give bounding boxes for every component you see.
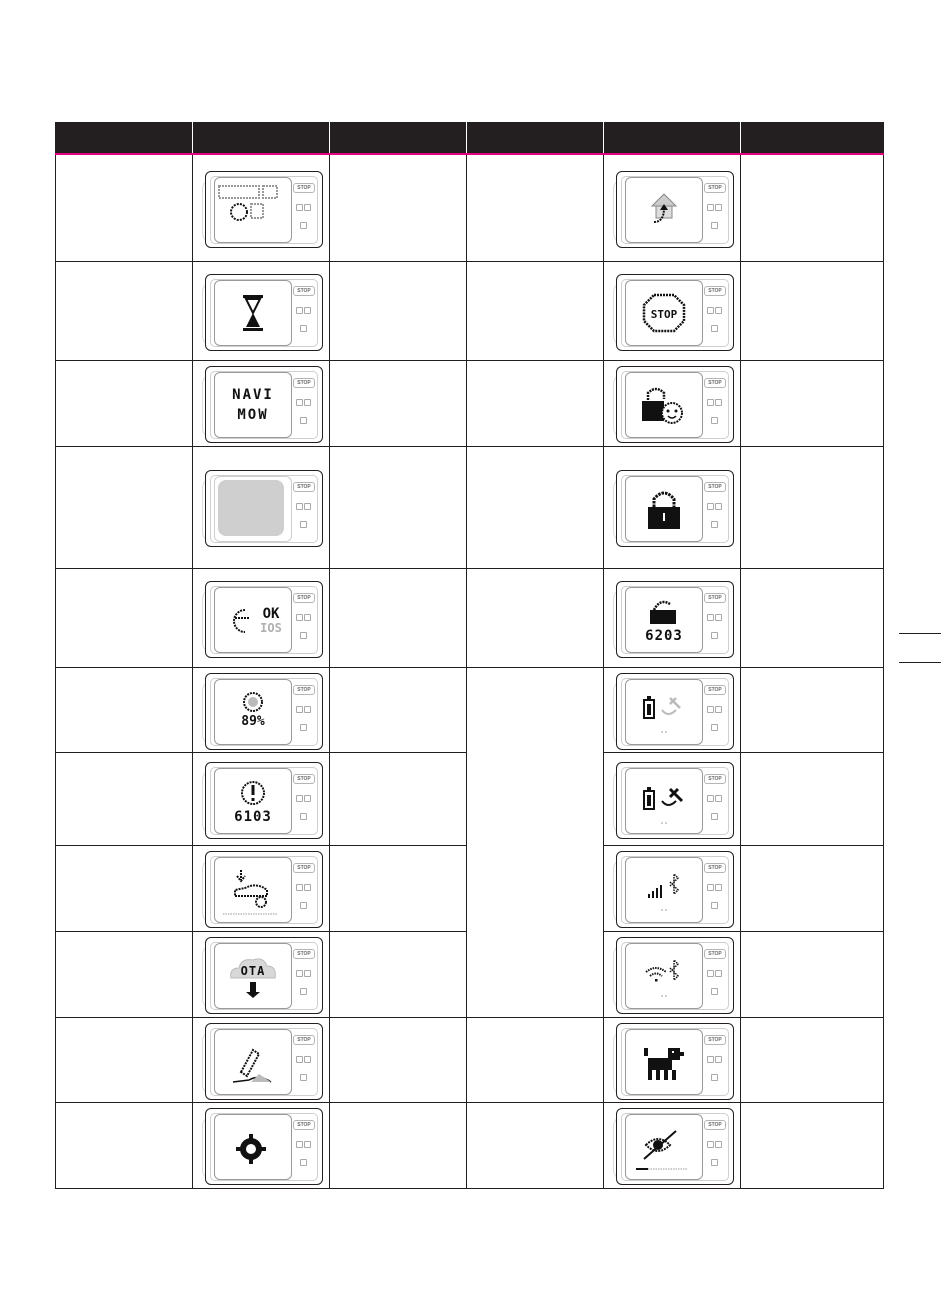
stop-button: STOP xyxy=(293,949,315,959)
stop-button: STOP xyxy=(293,482,315,492)
table-cell xyxy=(741,846,884,931)
display-text: 89% xyxy=(241,714,265,730)
table-cell xyxy=(56,360,193,446)
table-row xyxy=(56,668,884,753)
stop-button: STOP xyxy=(293,863,315,873)
table-row xyxy=(56,1017,884,1102)
device-display xyxy=(200,1106,322,1184)
table-cell xyxy=(193,154,330,261)
table-cell xyxy=(741,1017,884,1102)
device-display xyxy=(200,272,322,350)
download-mower-icon xyxy=(215,858,291,922)
device-buttons xyxy=(293,301,315,307)
stop-button: STOP xyxy=(293,1035,315,1045)
device-display xyxy=(200,169,322,247)
table-cell xyxy=(604,668,741,753)
table-row xyxy=(56,1102,884,1188)
header-cell xyxy=(193,122,330,154)
table-cell xyxy=(604,931,741,1017)
stop-button: STOP xyxy=(704,863,726,873)
header-cell xyxy=(330,122,467,154)
header-cell xyxy=(467,122,604,154)
margin-rule xyxy=(899,633,941,634)
device-buttons xyxy=(704,301,726,307)
device-buttons xyxy=(293,393,315,399)
stop-button: STOP xyxy=(704,482,726,492)
device-display xyxy=(611,579,733,657)
header-cell xyxy=(604,122,741,154)
display-text: IOS xyxy=(260,621,282,636)
table-cell xyxy=(741,569,884,668)
stop-button: STOP xyxy=(293,774,315,784)
stop-button: STOP xyxy=(704,286,726,296)
signal-bluetooth-icon xyxy=(626,858,702,922)
table-cell xyxy=(193,668,330,753)
table-cell xyxy=(330,846,467,931)
battery-satellite-icon xyxy=(626,769,702,833)
table-cell xyxy=(467,360,604,446)
table-cell xyxy=(56,261,193,360)
stop-button: STOP xyxy=(293,286,315,296)
table-cell xyxy=(193,931,330,1017)
table-cell xyxy=(604,846,741,931)
device-buttons xyxy=(293,1135,315,1141)
header-cell xyxy=(741,122,884,154)
device-buttons xyxy=(293,497,315,503)
table-cell xyxy=(330,154,467,261)
lock-smile-icon xyxy=(626,373,702,437)
house-arrow-icon xyxy=(626,178,702,242)
table-cell xyxy=(193,753,330,846)
device-display xyxy=(611,1021,733,1099)
table-cell xyxy=(741,154,884,261)
stop-sign-icon xyxy=(626,281,702,345)
device-display xyxy=(611,272,733,350)
table-cell xyxy=(604,569,741,668)
table-cell xyxy=(330,569,467,668)
device-buttons xyxy=(704,789,726,795)
table-cell xyxy=(56,1017,193,1102)
device-buttons xyxy=(293,789,315,795)
table-cell xyxy=(741,1102,884,1188)
stop-button: STOP xyxy=(704,1120,726,1130)
table-cell xyxy=(741,753,884,846)
table-cell xyxy=(604,446,741,568)
stop-button: STOP xyxy=(293,685,315,695)
device-display xyxy=(611,1106,733,1184)
table-cell xyxy=(467,1102,604,1188)
header-cell xyxy=(56,122,193,154)
table-row xyxy=(56,569,884,668)
table-cell xyxy=(56,846,193,931)
table-header-row xyxy=(56,122,884,154)
device-buttons xyxy=(704,1050,726,1056)
battery-satellite-dim-icon xyxy=(626,680,702,744)
device-buttons xyxy=(293,878,315,884)
table-row xyxy=(56,360,884,446)
device-display xyxy=(200,849,322,927)
table-cell xyxy=(741,261,884,360)
stop-button: STOP xyxy=(293,593,315,603)
stop-button: STOP xyxy=(704,685,726,695)
table-cell xyxy=(741,446,884,568)
hourglass-icon xyxy=(215,281,291,345)
stop-button: STOP xyxy=(704,183,726,193)
table-cell xyxy=(330,753,467,846)
table-cell xyxy=(193,1017,330,1102)
display-text: 6203 xyxy=(645,628,683,645)
wifi-bluetooth-icon xyxy=(626,944,702,1008)
display-text: 6103 xyxy=(234,809,272,826)
table-cell xyxy=(604,154,741,261)
table-row xyxy=(56,154,884,261)
device-display xyxy=(200,579,322,657)
table-cell xyxy=(56,753,193,846)
battery-percent-icon xyxy=(215,680,291,744)
table-cell xyxy=(56,668,193,753)
device-buttons xyxy=(704,198,726,204)
table-cell xyxy=(604,1017,741,1102)
table-cell xyxy=(330,1102,467,1188)
mower-name-icon xyxy=(215,373,291,437)
device-display xyxy=(611,169,733,247)
device-buttons xyxy=(293,964,315,970)
table-cell xyxy=(193,1102,330,1188)
device-display xyxy=(200,671,322,749)
table-cell xyxy=(467,569,604,668)
display-text: OTA xyxy=(240,964,266,979)
stop-button: STOP xyxy=(704,949,726,959)
device-buttons xyxy=(293,608,315,614)
table-cell xyxy=(604,753,741,846)
device-display xyxy=(200,760,322,838)
stop-button: STOP xyxy=(293,1120,315,1130)
stop-button: STOP xyxy=(704,378,726,388)
display-text: MOW xyxy=(237,407,269,424)
device-buttons xyxy=(704,964,726,970)
table-cell xyxy=(467,154,604,261)
blank-screen-icon xyxy=(218,480,284,536)
table-cell xyxy=(193,261,330,360)
table-cell xyxy=(330,261,467,360)
device-display xyxy=(200,935,322,1013)
table-cell xyxy=(193,846,330,931)
table-cell xyxy=(467,446,604,568)
table-cell xyxy=(467,1017,604,1102)
stop-button: STOP xyxy=(704,593,726,603)
device-buttons xyxy=(704,393,726,399)
display-text: OK xyxy=(262,606,280,623)
device-display xyxy=(200,1021,322,1099)
table-cell xyxy=(193,446,330,568)
table-row xyxy=(56,261,884,360)
table-cell xyxy=(604,1102,741,1188)
device-display xyxy=(611,760,733,838)
device-display xyxy=(611,849,733,927)
stop-button: STOP xyxy=(293,378,315,388)
device-display xyxy=(200,364,322,442)
table-cell xyxy=(56,154,193,261)
table-cell xyxy=(467,668,604,1017)
dual-window-clock-icon xyxy=(215,178,291,242)
dog-icon xyxy=(626,1030,702,1094)
device-buttons xyxy=(704,608,726,614)
table-cell xyxy=(330,931,467,1017)
table-cell xyxy=(193,569,330,668)
display-icon-table xyxy=(55,122,884,1189)
gear-target-icon xyxy=(215,1115,291,1179)
stop-button: STOP xyxy=(704,774,726,784)
table-cell xyxy=(56,446,193,568)
table-cell xyxy=(330,1017,467,1102)
padlock-closed-icon xyxy=(626,477,702,541)
device-display xyxy=(611,468,733,546)
table-cell xyxy=(193,360,330,446)
device-display xyxy=(611,364,733,442)
margin-rule xyxy=(899,662,941,663)
table-cell xyxy=(604,360,741,446)
device-display xyxy=(611,671,733,749)
svg-text:STOP: STOP xyxy=(650,307,678,321)
device-buttons xyxy=(293,1050,315,1056)
device-buttons xyxy=(704,1135,726,1141)
pen-draw-icon xyxy=(215,1030,291,1094)
stop-button: STOP xyxy=(293,183,315,193)
table-cell xyxy=(330,446,467,568)
table-cell xyxy=(330,360,467,446)
device-display xyxy=(611,935,733,1013)
device-buttons xyxy=(293,700,315,706)
table-cell xyxy=(56,569,193,668)
device-buttons xyxy=(704,878,726,884)
table-cell xyxy=(56,931,193,1017)
table-cell xyxy=(467,261,604,360)
table-cell xyxy=(741,360,884,446)
table-cell xyxy=(741,668,884,753)
table-cell xyxy=(604,261,741,360)
no-eye-progress-icon xyxy=(626,1115,702,1179)
device-buttons xyxy=(704,497,726,503)
device-display xyxy=(200,468,322,546)
table-cell xyxy=(56,1102,193,1188)
device-buttons xyxy=(293,198,315,204)
display-text: NAVI xyxy=(232,387,274,404)
device-buttons xyxy=(704,700,726,706)
table-cell xyxy=(330,668,467,753)
table-row xyxy=(56,446,884,568)
table-cell xyxy=(741,931,884,1017)
stop-button: STOP xyxy=(704,1035,726,1045)
